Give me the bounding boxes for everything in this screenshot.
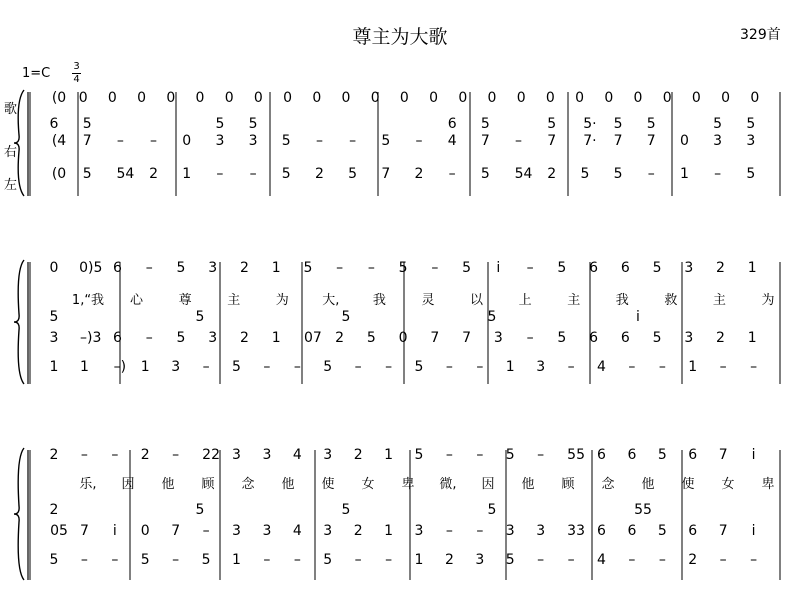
note: 5 [505, 447, 515, 463]
lyric-syllable: 因 [121, 477, 135, 492]
staff-brace [14, 260, 24, 384]
note: 5 [505, 552, 515, 568]
note: 6 [49, 116, 59, 132]
page-title: 尊主为大歌 [352, 26, 448, 48]
note: 5 [398, 260, 408, 276]
note: 5 [657, 523, 667, 539]
note: 7 [547, 133, 557, 149]
note: 5 [613, 166, 623, 182]
note: 7 [462, 330, 472, 346]
note: – [367, 260, 375, 276]
note: – [431, 260, 439, 276]
note: 3 [171, 359, 181, 375]
note: – [750, 359, 758, 375]
note: 6 [597, 447, 606, 463]
lyric-syllable: 女 [361, 477, 375, 492]
note: 5 [49, 309, 59, 325]
note: 55 [567, 447, 585, 463]
note: 1 [384, 523, 394, 539]
note: – [349, 133, 357, 149]
note: – [515, 133, 523, 149]
note: 1 [79, 359, 89, 375]
note: 3 [232, 523, 241, 539]
note: 5 [82, 166, 92, 182]
note: 2 [239, 260, 249, 276]
note: 1 [49, 359, 59, 375]
note: (0 [51, 90, 67, 106]
note: – [216, 166, 224, 182]
note: 7 [718, 447, 728, 463]
lyric-syllable: 心 [130, 293, 144, 308]
note: 1 [271, 330, 281, 346]
note: 5 [215, 116, 225, 132]
note: 7 [480, 133, 490, 149]
lyric-syllable: 卑 [761, 477, 775, 492]
note: 5 [195, 309, 205, 325]
lyric-syllable: 为 [761, 293, 775, 308]
note: i [751, 447, 756, 463]
note: 2 [140, 447, 150, 463]
note: 5· [583, 116, 597, 132]
note: 5 [652, 330, 662, 346]
staff-brace [14, 90, 24, 196]
note: 1 [747, 260, 757, 276]
note: – [537, 447, 545, 463]
note: – [354, 359, 362, 375]
note: 0 [283, 90, 293, 106]
note: 6 [589, 330, 599, 346]
note: – [385, 552, 393, 568]
note: 3 [713, 133, 723, 149]
note: 1 [232, 552, 241, 568]
lyric-syllable: 因 [481, 477, 495, 492]
note: 5 [480, 116, 490, 132]
note: 5 [323, 552, 333, 568]
note: –) [113, 359, 127, 375]
note: – [658, 552, 666, 568]
note: 2 [49, 502, 59, 518]
note: 1 [414, 552, 424, 568]
note: – [445, 359, 453, 375]
note: 4 [292, 523, 302, 539]
lyric-syllable: 顾 [201, 477, 215, 492]
note: – [111, 552, 119, 568]
note: 0 [224, 90, 234, 106]
note: 2 [444, 552, 454, 568]
note: 0 [487, 90, 497, 106]
note: i [112, 523, 117, 539]
note: 5 [646, 116, 656, 132]
note: – [145, 330, 153, 346]
note: 5 [580, 166, 590, 182]
note: – [263, 552, 271, 568]
lyric-syllable: 为 [275, 293, 289, 308]
note: – [445, 523, 453, 539]
note: 0 [545, 90, 555, 106]
note: 7 [430, 330, 440, 346]
note: 3 [505, 523, 515, 539]
note: – [263, 359, 271, 375]
note: 3 [262, 447, 272, 463]
lyric-syllable: 念 [241, 477, 255, 492]
note: 0 [399, 90, 409, 106]
note: 5 [281, 166, 291, 182]
hymn-number: 329首 [740, 27, 781, 43]
note: i [636, 309, 640, 325]
note: 0 [575, 90, 585, 106]
note: 1 [271, 260, 281, 276]
note: 5 [557, 260, 567, 276]
note: 0 [604, 90, 614, 106]
lyric-syllable: 他 [281, 477, 295, 492]
note: 3 [684, 330, 694, 346]
note: 7· [583, 133, 597, 149]
note: 0 [458, 90, 468, 106]
note: – [476, 359, 484, 375]
lyric-syllable: 顾 [561, 477, 575, 492]
note: – [145, 260, 153, 276]
note: – [415, 133, 423, 149]
note: 1 [140, 359, 150, 375]
note: 54 [116, 166, 135, 182]
note: 5 [303, 260, 313, 276]
note: 5 [232, 359, 241, 375]
note: 55 [634, 502, 652, 518]
note: – [111, 447, 119, 463]
note: 5 [49, 552, 59, 568]
note: 2 [547, 166, 557, 182]
note: 5 [341, 309, 351, 325]
note: 6 [627, 447, 637, 463]
part-label-right: 右 [4, 145, 18, 160]
note: 6 [597, 523, 606, 539]
lyric-syllable: 我 [615, 293, 629, 308]
lyric-syllable: 使 [321, 477, 335, 492]
note: 0 [49, 260, 59, 276]
note: 0 [633, 90, 643, 106]
note: 0 [398, 330, 408, 346]
lyric-syllable: 上 [518, 293, 532, 308]
note: 3 [215, 133, 225, 149]
note: (0 [51, 166, 67, 182]
lyric-syllable: 救 [664, 293, 678, 308]
note: 1 [505, 359, 515, 375]
lyric-syllable: 微, [439, 477, 457, 492]
note: 3 [208, 330, 218, 346]
note: – [526, 260, 534, 276]
note: – [172, 552, 180, 568]
note: –)3 [80, 330, 102, 346]
note: – [658, 359, 666, 375]
note: 3 [536, 359, 546, 375]
note: 2 [149, 166, 158, 182]
note: 5 [281, 133, 291, 149]
note: – [719, 359, 727, 375]
note: 7 [646, 133, 656, 149]
note: 5 [746, 166, 756, 182]
note: 5 [323, 359, 333, 375]
note: 5 [652, 260, 662, 276]
meter-bottom: 4 [73, 74, 80, 85]
note: 3 [414, 523, 424, 539]
note: 0 [662, 90, 672, 106]
note: 5 [414, 359, 424, 375]
note: 5 [348, 166, 358, 182]
lyric-syllable: 使 [681, 477, 695, 492]
lyric-syllable: 尊 [178, 293, 192, 308]
note: 2 [716, 260, 725, 276]
note: 7 [79, 523, 89, 539]
note: 3 [536, 523, 546, 539]
note: 1 [182, 166, 192, 182]
note: – [526, 330, 534, 346]
note: – [150, 133, 158, 149]
note: 0 [78, 90, 88, 106]
note: 0 [721, 90, 731, 106]
part-label-voice: 歌 [4, 102, 18, 117]
note: 0 [312, 90, 322, 106]
note: i [751, 523, 756, 539]
note: 7 [718, 523, 728, 539]
lyric-syllable: 1,“我 [71, 293, 105, 308]
note: 5 [746, 116, 756, 132]
note: 3 [684, 260, 694, 276]
note: 0 [195, 90, 205, 106]
note: – [80, 447, 88, 463]
note: 2 [335, 330, 345, 346]
note: – [336, 260, 344, 276]
note: 6 [688, 523, 698, 539]
note: 1 [688, 359, 698, 375]
note: – [172, 447, 180, 463]
note: 5 [341, 502, 351, 518]
note: 0)5 [79, 260, 103, 276]
lyric-syllable: 他 [641, 477, 655, 492]
note: 4 [447, 133, 457, 149]
note: 6 [113, 260, 122, 276]
note: 5 [140, 552, 150, 568]
note: – [116, 133, 124, 149]
note: 0 [166, 90, 176, 106]
note: 0 [137, 90, 147, 106]
note: 33 [567, 523, 585, 539]
lyric-syllable: 主 [712, 293, 726, 308]
note: – [719, 552, 727, 568]
note: 4 [292, 447, 302, 463]
note: 05 [50, 523, 68, 539]
note: 0 [182, 133, 192, 149]
note: 7 [613, 133, 623, 149]
note: 2 [414, 166, 424, 182]
lyric-syllable: 念 [601, 477, 615, 492]
note: 1 [679, 166, 689, 182]
part-label-left: 左 [4, 178, 18, 193]
note: 4 [597, 359, 606, 375]
note: 5 [195, 502, 205, 518]
lyric-syllable: 女 [721, 477, 735, 492]
note: – [249, 166, 257, 182]
note: – [567, 552, 575, 568]
note: 0 [140, 523, 150, 539]
note: 2 [239, 330, 249, 346]
note: 0 [516, 90, 526, 106]
note: – [202, 359, 210, 375]
note: 5 [366, 330, 376, 346]
note: – [647, 166, 655, 182]
note: 6 [688, 447, 698, 463]
note: 3 [232, 447, 241, 463]
note: 6 [589, 260, 599, 276]
note: 2 [716, 330, 725, 346]
note: 5 [82, 116, 92, 132]
note: 7 [82, 133, 92, 149]
note: 6 [113, 330, 122, 346]
note: 2 [688, 552, 698, 568]
note: 22 [202, 447, 220, 463]
note: 5 [480, 166, 490, 182]
note: 0 [370, 90, 380, 106]
note: 5 [462, 260, 472, 276]
lyric-syllable: 灵 [421, 293, 435, 308]
note: 1 [384, 447, 394, 463]
note: 2 [314, 166, 324, 182]
note: 54 [514, 166, 533, 182]
note: 2 [353, 523, 363, 539]
note: 6 [627, 523, 637, 539]
note: 5 [414, 447, 424, 463]
note: – [628, 359, 636, 375]
staff-brace [14, 448, 24, 580]
note: 3 [475, 552, 485, 568]
lyric-syllable: 主 [567, 293, 581, 308]
note: 07 [303, 330, 322, 346]
note: – [293, 552, 301, 568]
note: 3 [208, 260, 218, 276]
note: 3 [248, 133, 258, 149]
note: 0 [429, 90, 439, 106]
meter-top: 3 [73, 61, 80, 72]
note: 0 [253, 90, 263, 106]
note: – [315, 133, 323, 149]
note: 6 [620, 260, 630, 276]
key-signature: 1=C [22, 66, 51, 81]
note: 3 [323, 447, 333, 463]
note: 6 [447, 116, 457, 132]
note: 0 [750, 90, 760, 106]
note: 7 [171, 523, 181, 539]
note: 3 [323, 523, 333, 539]
note: 5 [248, 116, 258, 132]
lyric-syllable: 他 [521, 477, 535, 492]
note: – [476, 447, 484, 463]
note: 4 [597, 552, 606, 568]
note: 3 [262, 523, 272, 539]
lyric-syllable: 卑 [401, 477, 415, 492]
note: i [496, 260, 501, 276]
note: – [80, 552, 88, 568]
note: – [537, 552, 545, 568]
note: (4 [51, 133, 67, 149]
note: 3 [746, 133, 756, 149]
note: 5 [657, 447, 667, 463]
note: – [445, 447, 453, 463]
note: 6 [620, 330, 630, 346]
note: 5 [713, 116, 723, 132]
note: – [476, 523, 484, 539]
note: – [385, 359, 393, 375]
note: 5 [547, 116, 557, 132]
lyric-syllable: 主 [227, 293, 241, 308]
note: 0 [679, 133, 689, 149]
note: 0 [691, 90, 701, 106]
note: 1 [747, 330, 757, 346]
lyric-syllable: 我 [372, 293, 386, 308]
lyric-syllable: 乐, [79, 477, 97, 492]
note: 3 [493, 330, 503, 346]
lyric-syllable: 以 [470, 293, 484, 308]
note: – [714, 166, 722, 182]
note: 5 [613, 116, 623, 132]
lyric-syllable: 他 [161, 477, 175, 492]
note: – [293, 359, 301, 375]
note: 5 [557, 330, 567, 346]
note: 2 [353, 447, 363, 463]
note: 5 [381, 133, 391, 149]
note: – [567, 359, 575, 375]
note: 3 [49, 330, 59, 346]
note: 0 [341, 90, 351, 106]
note: – [354, 552, 362, 568]
note: 5 [176, 330, 186, 346]
note: 0 [107, 90, 117, 106]
lyric-syllable: 大, [322, 293, 340, 308]
note: – [628, 552, 636, 568]
note: 7 [381, 166, 391, 182]
note: – [202, 523, 210, 539]
note: – [448, 166, 456, 182]
note: 5 [487, 502, 497, 518]
note: 5 [487, 309, 497, 325]
note: 2 [49, 447, 59, 463]
note: 5 [176, 260, 186, 276]
note: 5 [201, 552, 211, 568]
note: – [750, 552, 758, 568]
